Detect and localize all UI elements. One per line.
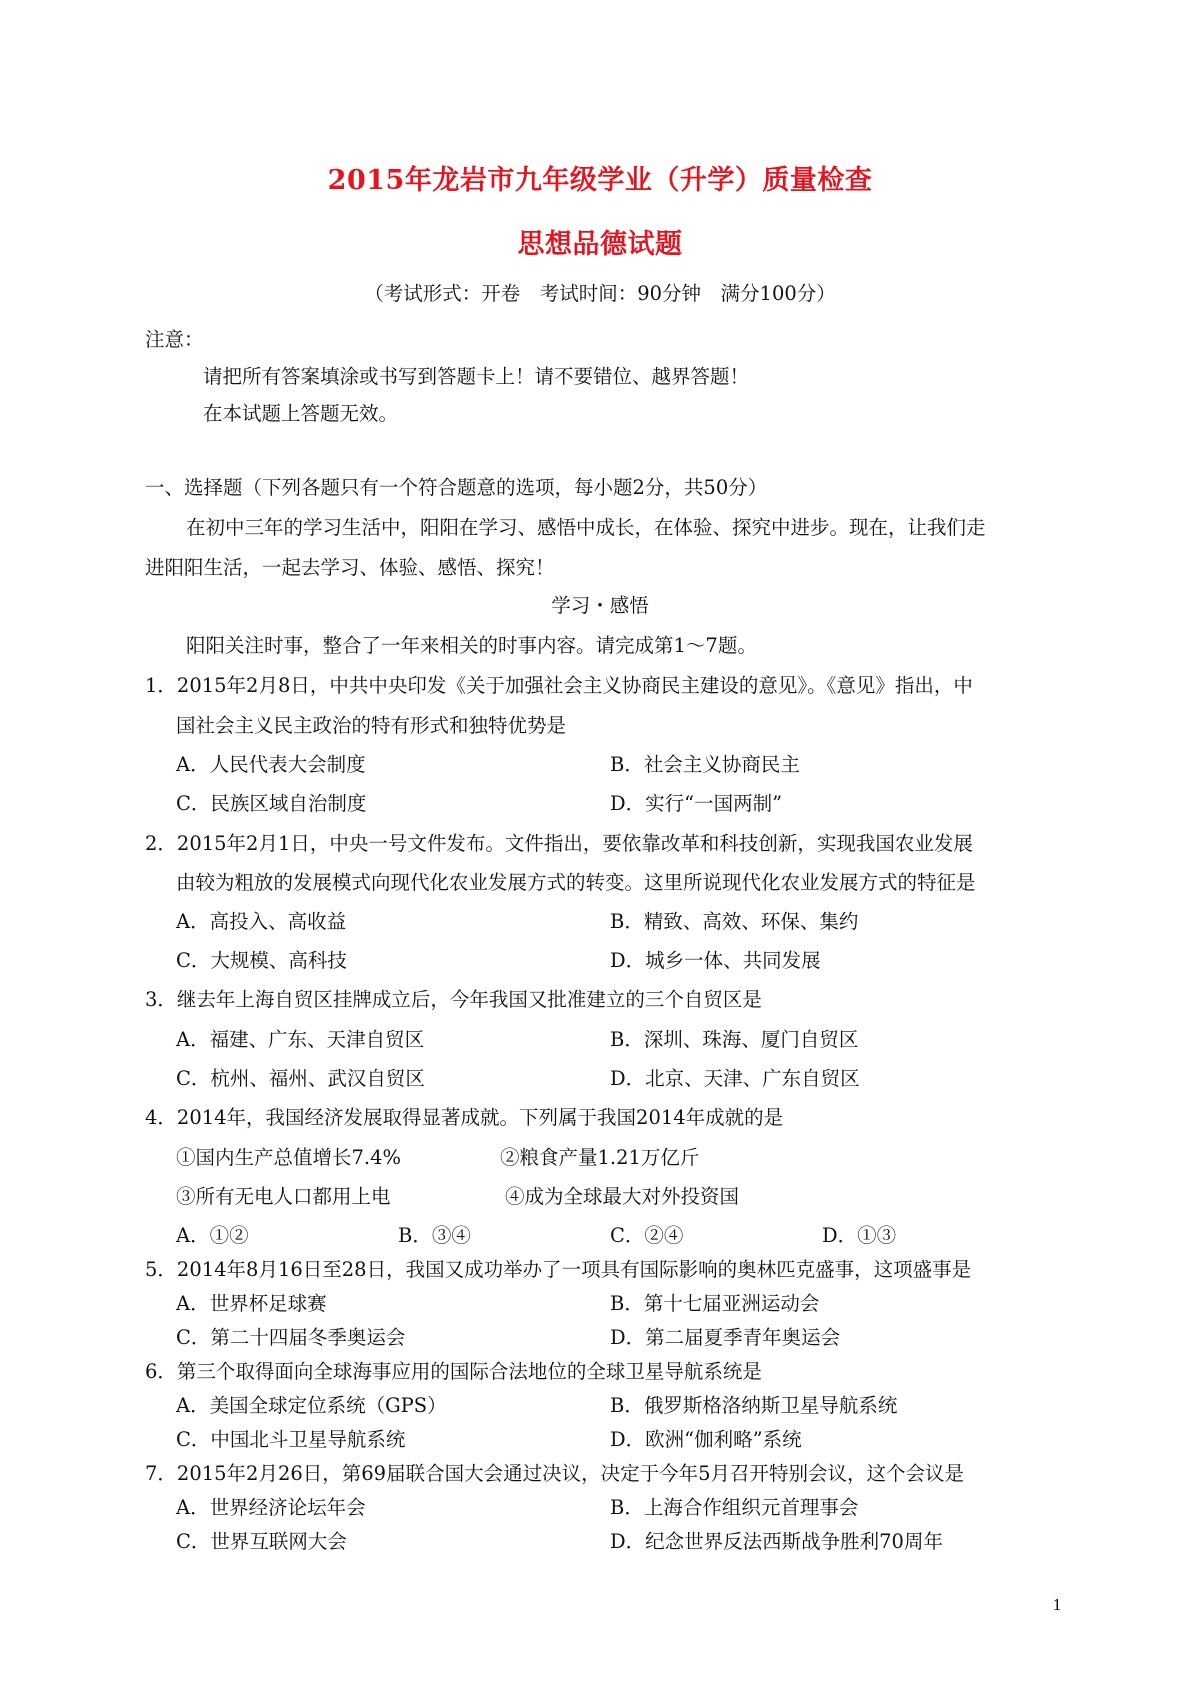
question-5-line-1: 5．2014年8月16日至28日，我国又成功举办了一项具有国际影响的奥林匹克盛事，这项盛事是 xyxy=(145,1258,972,1281)
question-5-option-b: B．第十七届亚洲运动会 xyxy=(610,1292,820,1315)
section-heading: 一、选择题（下列各题只有一个符合题意的选项，每小题2分，共50分） xyxy=(145,476,768,499)
question-6-option-c: C．中国北斗卫星导航系统 xyxy=(176,1428,406,1451)
question-5-option-a: A．世界杯足球赛 xyxy=(176,1292,327,1315)
question-1-option-a: A．人民代表大会制度 xyxy=(176,753,366,776)
question-4-option-b: B．③④ xyxy=(398,1224,471,1247)
question-5-option-c: C．第二十四届冬季奥运会 xyxy=(176,1326,406,1349)
question-6-option-d: D．欧洲“伽利略”系统 xyxy=(610,1428,802,1451)
question-4-option-d: D．①③ xyxy=(822,1224,897,1247)
question-6-option-a: A．美国全球定位系统（GPS） xyxy=(176,1394,447,1417)
question-4-statement-1: ①国内生产总值增长7.4% xyxy=(176,1146,402,1169)
section-intro-2: 进阳阳生活，一起去学习、体验、感悟、探究！ xyxy=(145,556,555,579)
notice-line-1: 请把所有答案填涂或书写到答题卡上！请不要错位、越界答题！ xyxy=(203,365,750,388)
question-2-line-2: 由较为粗放的发展模式向现代化农业发展方式的转变。这里所说现代化农业发展方式的特征是 xyxy=(176,871,976,894)
question-7-option-b: B．上海合作组织元首理事会 xyxy=(610,1496,859,1519)
question-6-option-b: B．俄罗斯格洛纳斯卫星导航系统 xyxy=(610,1394,898,1417)
notice-line-2: 在本试题上答题无效。 xyxy=(203,402,399,425)
question-1-option-c: C．民族区域自治制度 xyxy=(176,792,367,815)
question-4-statement-2: ②粮食产量1.21万亿斤 xyxy=(500,1146,700,1169)
question-2-option-b: B．精致、高效、环保、集约 xyxy=(610,910,859,933)
question-1-option-b: B．社会主义协商民主 xyxy=(610,753,800,776)
part-intro: 阳阳关注时事，整合了一年来相关的时事内容。请完成第1～7题。 xyxy=(186,634,757,657)
part-title: 学习・感悟 xyxy=(551,594,649,617)
question-4-statement-3: ③所有无电人口都用上电 xyxy=(176,1185,391,1208)
question-4-statement-4: ④成为全球最大对外投资国 xyxy=(505,1185,740,1208)
page-number: 1 xyxy=(1052,1596,1062,1614)
question-2-option-d: D．城乡一体、共同发展 xyxy=(610,949,821,972)
notice-label: 注意： xyxy=(145,328,204,351)
question-2-option-a: A．高投入、高收益 xyxy=(176,910,347,933)
question-3-line-1: 3．继去年上海自贸区挂牌成立后，今年我国又批准建立的三个自贸区是 xyxy=(145,988,762,1011)
question-6-line-1: 6．第三个取得面向全球海事应用的国际合法地位的全球卫星导航系统是 xyxy=(145,1360,762,1383)
question-5-option-d: D．第二届夏季青年奥运会 xyxy=(610,1326,841,1349)
exam-subtitle: 思想品德试题 xyxy=(517,229,683,260)
question-7-option-a: A．世界经济论坛年会 xyxy=(176,1496,366,1519)
question-2-line-1: 2．2015年2月1日，中央一号文件发布。文件指出，要依靠改革和科技创新，实现我国农业发展 xyxy=(145,832,973,855)
question-3-option-c: C．杭州、福州、武汉自贸区 xyxy=(176,1067,425,1090)
question-3-option-b: B．深圳、珠海、厦门自贸区 xyxy=(610,1028,859,1051)
question-7-option-c: C．世界互联网大会 xyxy=(176,1530,347,1553)
question-7-option-d: D．纪念世界反法西斯战争胜利70周年 xyxy=(610,1530,943,1553)
question-1-line-1: 1．2015年2月8日，中共中央印发《关于加强社会主义协商民主建设的意见》。《意见》指出，中 xyxy=(145,674,973,697)
section-intro-1: 在初中三年的学习生活中，阳阳在学习、感悟中成长，在体验、探究中进步。现在，让我们走 xyxy=(186,516,986,539)
question-4-option-a: A．①② xyxy=(176,1224,249,1247)
question-3-option-a: A．福建、广东、天津自贸区 xyxy=(176,1028,425,1051)
question-7-line-1: 7．2015年2月26日，第69届联合国大会通过决议，决定于今年5月召开特别会议，这个会议是 xyxy=(145,1462,964,1485)
question-4-line-1: 4．2014年，我国经济发展取得显著成就。下列属于我国2014年成就的是 xyxy=(145,1106,784,1129)
exam-title: 2015年龙岩市九年级学业（升学）质量检查 xyxy=(327,165,873,196)
question-1-line-2: 国社会主义民主政治的特有形式和独特优势是 xyxy=(176,714,567,737)
question-3-option-d: D．北京、天津、广东自贸区 xyxy=(610,1067,860,1090)
question-4-option-c: C．②④ xyxy=(610,1224,684,1247)
exam-info: （考试形式：开卷 考试时间：90分钟 满分100分） xyxy=(364,282,836,305)
question-2-option-c: C．大规模、高科技 xyxy=(176,949,347,972)
question-1-option-d: D．实行“一国两制” xyxy=(610,792,783,815)
